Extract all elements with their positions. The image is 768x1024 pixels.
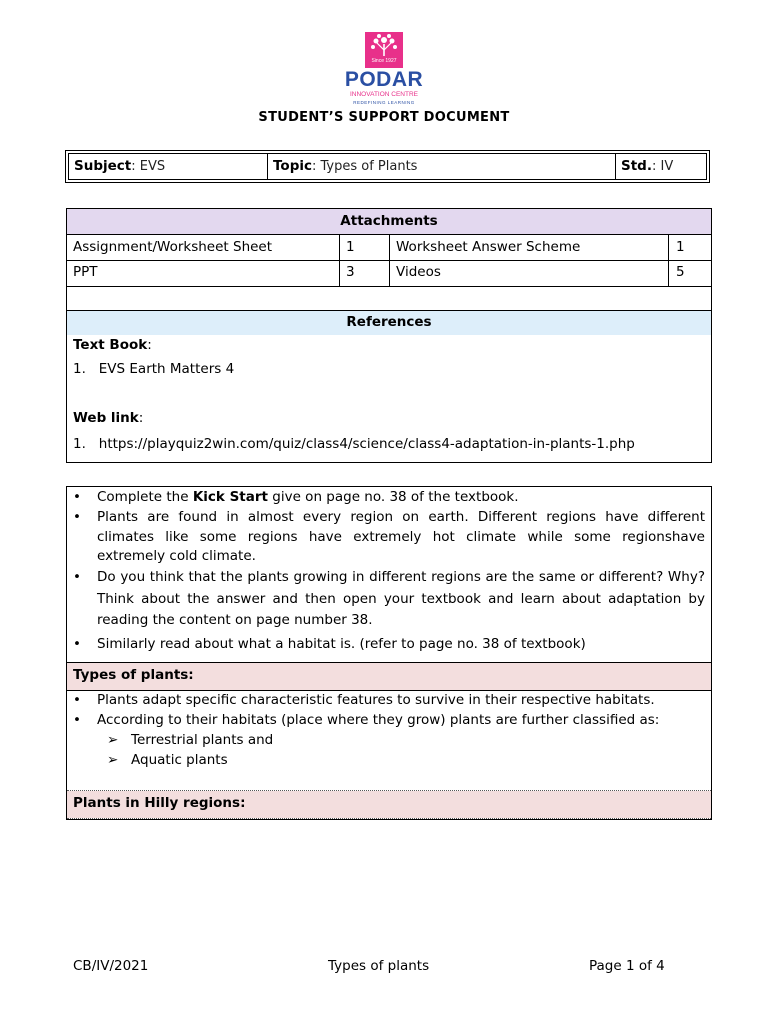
sub-list-text: Aquatic plants — [131, 752, 228, 768]
references-header: References — [67, 311, 711, 335]
content-table — [66, 486, 712, 820]
bullet: • — [73, 489, 81, 505]
attachment-item: PPT — [73, 264, 98, 280]
subject-value: : EVS — [131, 159, 166, 174]
topic-label: Topic — [273, 158, 312, 174]
bullet: • — [73, 569, 81, 585]
list-item — [73, 635, 705, 655]
list-item — [73, 488, 705, 508]
attachments-table — [66, 208, 712, 463]
podar-logo — [333, 32, 435, 108]
attachment-count: 1 — [346, 239, 355, 255]
list-number: 1. — [73, 436, 86, 452]
logo-subtitle: INNOVATION CENTRE — [349, 91, 418, 98]
list-item — [73, 711, 705, 731]
std-cell — [615, 154, 706, 179]
document-title: STUDENT’S SUPPORT DOCUMENT — [258, 110, 510, 125]
footer-code: CB/IV/2021 — [73, 958, 149, 974]
logo-since: Since 1927 — [371, 58, 397, 64]
attachments-header: Attachments — [67, 209, 711, 234]
std-label: Std. — [621, 158, 652, 174]
attachment-count: 1 — [676, 239, 685, 255]
std-value: : IV — [651, 159, 674, 174]
bullet: • — [73, 712, 81, 728]
hilly-heading: Plants in Hilly regions: — [67, 791, 711, 818]
list-item-text: Plants are found in almost every region on earth. Different regions have different climates like some regions have extremely hot climate while some regionshave extremely cold climate. — [97, 509, 705, 564]
weblink-colon: : — [138, 410, 144, 426]
list-item — [73, 508, 705, 567]
arrow-icon: ➢ — [107, 752, 119, 768]
footer-title: Types of plants — [328, 958, 430, 974]
subject-label: Subject — [74, 158, 132, 174]
list-item — [73, 567, 705, 632]
bullet: • — [73, 509, 81, 525]
sub-list-text: Terrestrial plants and — [131, 732, 274, 748]
list-item-text: Do you think that the plants growing in different regions are the same or different? Why? Think about the answer and then open your textbook and learn about adaptation by reading the content on page number 38. — [97, 569, 705, 628]
list-item — [73, 691, 705, 711]
list-item-text: Plants adapt specific characteristic features to survive in their respective habitats. — [97, 692, 655, 708]
subject-table — [65, 150, 710, 183]
topic-value: : Types of Plants — [311, 159, 418, 174]
arrow-icon: ➢ — [107, 732, 119, 748]
weblink-label: Web link — [73, 410, 139, 426]
textbook-label: Text Book — [73, 337, 148, 353]
logo-name: PODAR — [344, 68, 424, 91]
list-item-text: Similarly read about what a habitat is. (refer to page no. 38 of textbook) — [97, 636, 586, 652]
textbook-heading — [67, 333, 152, 357]
kickstart-pre: Complete the — [97, 489, 193, 505]
textbook-item — [67, 357, 234, 381]
attachment-count: 3 — [346, 264, 355, 280]
attachment-item: Assignment/Worksheet Sheet — [73, 239, 273, 255]
logo-tagline: REDEFINING LEARNING — [353, 100, 415, 105]
sub-list-item — [107, 731, 273, 751]
textbook-colon: : — [147, 337, 152, 353]
subject-cell — [69, 154, 267, 179]
weblink-heading — [67, 406, 143, 430]
kickstart-bold: Kick Start — [192, 489, 268, 505]
kickstart-post: give on page no. 38 of the textbook. — [267, 489, 519, 505]
textbook-name: EVS Earth Matters 4 — [98, 361, 235, 377]
topic-cell — [267, 154, 617, 179]
bullet: • — [73, 692, 81, 708]
sub-list-item — [107, 751, 228, 771]
types-heading: Types of plants: — [67, 663, 711, 690]
attachment-item: Videos — [396, 264, 441, 280]
weblink-url[interactable]: https://playquiz2win.com/quiz/class4/science/class4-adaptation-in-plants-1.php — [98, 436, 635, 452]
attachment-item: Worksheet Answer Scheme — [396, 239, 581, 255]
list-number: 1. — [73, 361, 86, 377]
bullet: • — [73, 636, 81, 652]
attachment-count: 5 — [676, 264, 685, 280]
weblink-item — [67, 432, 635, 456]
list-item-text: According to their habitats (place where they grow) plants are further classified as: — [97, 712, 660, 728]
footer-page-number: Page 1 of 4 — [589, 958, 665, 974]
